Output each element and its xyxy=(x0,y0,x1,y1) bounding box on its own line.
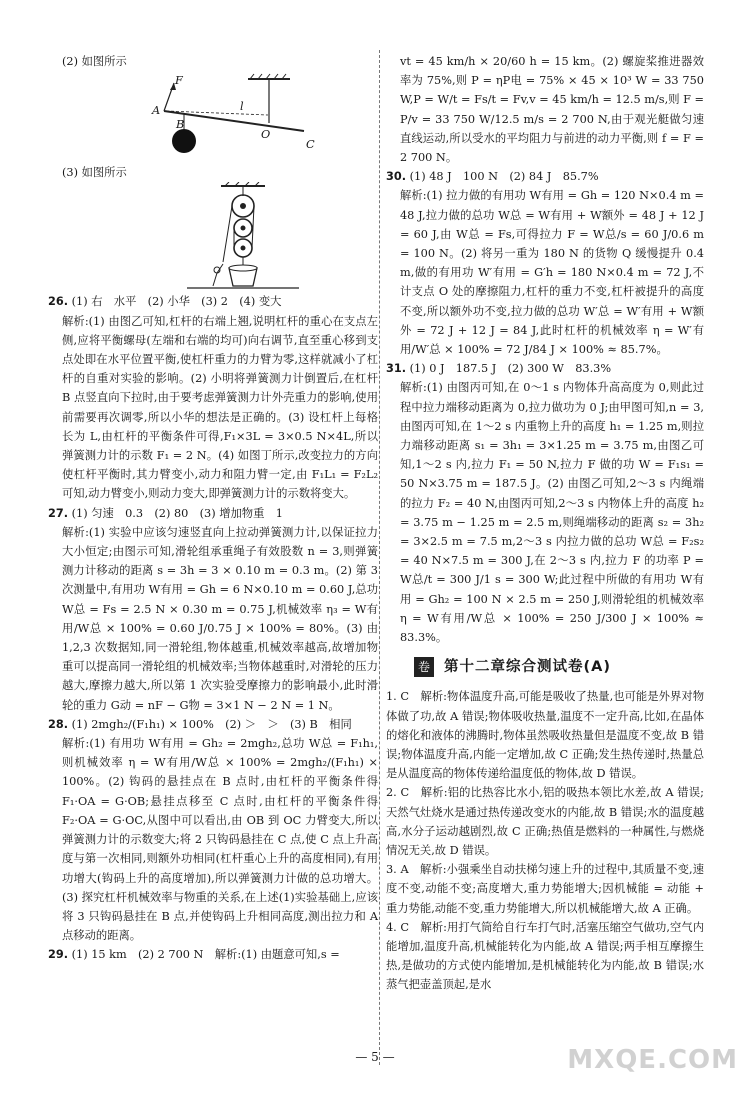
q29-explanation-start: 解析:(1) 由题意可知,s = xyxy=(214,948,340,962)
watermark-logo: MXQE.COM xyxy=(567,1045,738,1075)
answer-4: 4. C 解析:用打气筒给自行车打气时,活塞压缩空气做功,空气内能增加,温度升高,机械能转化为内能,故 A 错误;两手相互摩擦生热,是做功的方式使内能增加,是机械能转化为内能,故 B 错误;水蒸气把壶盖顶起,是水 xyxy=(386,920,704,992)
q31-number: 31. xyxy=(386,362,407,376)
q30-number: 30. xyxy=(386,170,407,184)
pulley-diagram xyxy=(183,182,303,292)
q25-part3: (3) 如图所示 xyxy=(62,166,127,180)
q30-explanation: 解析:(1) 拉力做的有用功 W有用 = Gh = 120 N×0.4 m = 48 J,拉力做的总功 W总 = W有用 + W额外 = 48 J + 12 J = 60 J,由 W总 = Fs,可得拉力 F = W总/s = 60 J/0.6 m = 100 N。(2) 将另一重为 180 N 的货物 Q 缓慢提升 0.4 m,做的有用功 W′有用 = G′h = 180 N×0.4 m = 72 J,不计支点 O 处的摩擦阻力,杠杆的重力不变,杠杆被提升的高度不变,所以额外功不变,拉力做的总功 W′总 = W′有用 + W额外 = 72 J + 12 J = 84 J,此时杠杆的机械效率 η = W′有用/W′总 × 100% = 72 J/84 J × 100% ≈ 85.7%。 xyxy=(400,189,704,357)
answer-3: 3. A 解析:小强乘坐自动扶梯匀速上升的过程中,其质量不变,速度不变,动能不变;高度增大,重力势能增大;因机械能 = 动能 + 重力势能,动能不变,重力势能增大,所以机械能增大,故 A 正确。 xyxy=(386,863,704,915)
fig-label-B: B xyxy=(176,118,185,132)
q26-explanation: 解析:(1) 由图乙可知,杠杆的右端上翘,说明杠杆的重心在支点左侧,应将平衡螺母(左端和右端的均可)向右调节,直至重心移到支点处即在水平位置平衡,使杠杆重力的力臂为零,这样就减小了杠杆的自重对实验的影响。(2) 小明将弹簧测力计倒置后,在杠杆 B 点竖直向下拉时,由于要考虑弹簧测力计外壳重力的影响,使用前需要再次调零,所以小华的想法是正确的。(3) 设杠杆上每格长为 L,由杠杆的平衡条件可得,F₁×3L = 3×0.5 N×4L,所以弹簧测力计的示数 F₁ = 2 N。(4) 如图丁所示,改变拉力的方向使杠杆平衡时,其力臂变小,动力和阻力臂一定,由 F₁L₁ = F₂L₂ 可知,动力臂变小,则动力变大,即弹簧测力计的示数将变大。 xyxy=(62,314,378,501)
pulley-figure xyxy=(48,182,378,292)
q28-number: 28. xyxy=(48,717,69,731)
q28-explanation: 解析:(1) 有用功 W有用 = Gh₂ = 2mgh₂,总功 W总 = F₁h₁,则机械效率 η = W有用/W总 × 100% = 2mgh₂/(F₁h₁) × 100%。(2) 钩码的悬挂点在 B 点时,由杠杆的平衡条件得 F₁·OA = G·OB;悬挂点移至 C 点时,由杠杆的平衡条件得 F₂·OA = G·OC,从图中可以看出,由 OB 到 OC 力臂变大,所以弹簧测力计的示数变大;将 2 只钩码悬挂在 C 点,使 C 点上升高度与第一次相同,则额外功相同(杠杆重心上升的高度相同),有用功增大(钩码上升的高度增加),所以弹簧测力计做的总功增大。(3) 探究杠杆机械效率与物重的关系,在上述(1)实验基础上,应该将 3 只钩码悬挂在 B 点,并使钩码上升相同高度,测出拉力和 A 点移动的距离。 xyxy=(62,737,378,943)
q29-head: (1) 15 km (2) 2 700 N xyxy=(71,948,204,962)
q30-answer xyxy=(386,167,704,186)
fig-label-C: C xyxy=(306,138,315,152)
q29-answer xyxy=(48,945,378,964)
q31-explanation: 解析:(1) 由图丙可知,在 0～1 s 内物体升高高度为 0,则此过程中拉力端移动距离为 0,拉力做功为 0 J;由甲图可知,n = 3,由图丙可知,在 1～2 s 内重物上升的高度 h₁ = 1.25 m,则拉力端移动距离 s₁ = 3h₁ = 3×1.25 m = 3.75 m,由图乙可知,1～2 s 内,拉力 F₁ = 50 N,拉力 F 做的功 W = F₁s₁ = 50 N×3.75 m = 187.5 J。(2) 由图乙可知,2～3 s 内绳端的拉力 F₂ = 40 N,由图丙可知,2～3 s 内物体上升的高度 h₂ = 3.75 m − 1.25 m = 2.5 m,则绳端移动的距离 s₂ = 3h₂ = 3×2.5 m = 7.5 m,2～3 s 内拉力做的总功 W总 = F₂s₂ = 40 N×7.5 m = 300 J,在 2～3 s 内,拉力 F 的功率 P = W总/t = 300 J/1 s = 300 W;此过程中所做的有用功 W有用 = Gh₂ = 100 N × 2.5 m = 250 J,则滑轮组的机械效率 η = W有用/W总 × 100% = 250 J/300 J × 100% ≈ 83.3%。 xyxy=(400,381,704,645)
q26-head: (1) 右 水平 (2) 小华 (3) 2 (4) 变大 xyxy=(71,295,282,309)
right-column xyxy=(386,52,704,995)
q28-head: (1) 2mgh₂/(F₁h₁) × 100% (2) ＞ ＞ (3) B 相同 xyxy=(71,717,352,731)
q26-answer xyxy=(48,292,378,311)
q29-explanation-cont: vt = 45 km/h × 20/60 h = 15 km。(2) 螺旋桨推进器效率为 75%,则 P = ηP电 = 75% × 45 × 10³ W = 33 750 W,P = W/t = Fs/t = Fv,v = 45 km/h = 12.5 m/s,则 F = P/v = 33 750 W/12.5 m/s = 2 700 N,由于观光艇做匀速直线运动,所以受水的平均阻力与前进的动力平衡,则 f = F = 2 700 N。 xyxy=(400,55,704,165)
lever-figure xyxy=(48,71,378,163)
column-divider xyxy=(379,50,380,1065)
q25-part2: (2) 如图所示 xyxy=(62,55,127,68)
q28-answer xyxy=(48,715,378,734)
fig-label-l: l xyxy=(240,100,244,114)
page-number: — 5 — xyxy=(355,1050,395,1064)
q26-number: 26. xyxy=(48,295,69,309)
q31-answer xyxy=(386,359,704,378)
fig-label-F: F xyxy=(175,74,183,88)
chapter-title: 第十二章综合测试卷(A) xyxy=(444,658,611,675)
q30-head: (1) 48 J 100 N (2) 84 J 85.7% xyxy=(409,170,599,184)
answer-2: 2. C 解析:铝的比热容比水小,铝的吸热本领比水差,故 A 错误;天然气灶烧水是通过热传递改变水的内能,故 B 错误;水的温度越高,水分子运动越剧烈,故 C 正确;热值是燃料的一种属性,与燃烧情况无关,故 D 错误。 xyxy=(386,786,704,857)
chapter-heading xyxy=(386,657,704,677)
q27-number: 27. xyxy=(48,506,69,520)
fig-label-O: O xyxy=(261,128,271,142)
q31-head: (1) 0 J 187.5 J (2) 300 W 83.3% xyxy=(409,362,612,376)
fig-label-A: A xyxy=(152,104,161,118)
q27-answer xyxy=(48,504,378,523)
q29-number: 29. xyxy=(48,948,69,962)
answer-1: 1. C 解析:物体温度升高,可能是吸收了热量,也可能是外界对物体做了功,故 A 错误;物体吸收热量,温度不一定升高,比如,在晶体的熔化和液体的沸腾时,物体虽然吸收热量但是温度不变,故 B 错误;物体温度升高,内能一定增加,故 C 正确;发生热传递时,热量总是从温度高的物体传递给温度低的物体,故 D 错误。 xyxy=(386,690,704,781)
q27-head: (1) 匀速 0.3 (2) 80 (3) 增加物重 1 xyxy=(71,506,283,520)
chapter-icon: 卷 xyxy=(414,657,434,677)
left-column xyxy=(48,52,378,965)
q27-explanation: 解析:(1) 实验中应该匀速竖直向上拉动弹簧测力计,以保证拉力大小恒定;由图示可知,滑轮组承重绳子有效股数 n = 3,则弹簧测力计移动的距离 s = 3h = 3 × 0.10 m = 0.3 m。(2) 第 3 次测量中,有用功 W有用 = Gh = 6 N×0.10 m = 0.60 J,总功 W总 = Fs = 2.5 N × 0.30 m = 0.75 J,机械效率 η₃ = W有用/W总 × 100% = 0.60 J/0.75 J × 100% = 80%。(3) 由 1,2,3 次数据知,同一滑轮组,物体越重,机械效率越高,故增加物重可以提高同一滑轮组的机械效率;当物体越重时,对滑轮的压力越大,摩擦力越大,所以第 1 次实验受摩擦力的影响最小,此时滑轮的重力 G动 = nF − G物 = 3×1 N − 2 N = 1 N。 xyxy=(62,525,378,712)
